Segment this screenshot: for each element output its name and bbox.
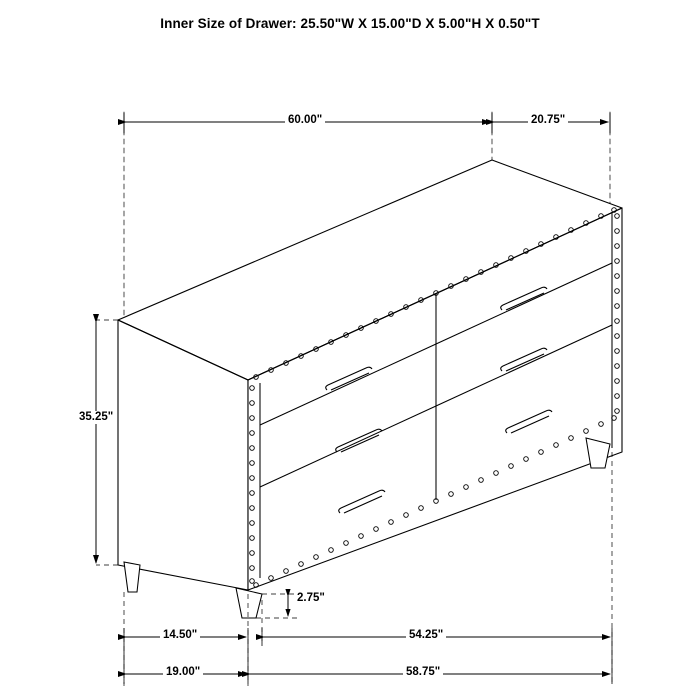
- dim-label-top-depth: 20.75": [528, 114, 568, 127]
- dim-label-overall-left: 19.00": [163, 666, 203, 679]
- dim-label-left-foot: 14.50": [160, 629, 200, 642]
- page-title: Inner Size of Drawer: 25.50"W X 15.00"D X 5.00"H X 0.50"T: [160, 16, 540, 31]
- dim-label-height: 35.25": [76, 411, 116, 424]
- dim-label-top-width: 60.00": [285, 114, 325, 127]
- dim-label-overall-front: 58.75": [403, 666, 443, 679]
- dim-label-leg-height: 2.75": [294, 592, 328, 605]
- dim-label-front-width: 54.25": [406, 629, 446, 642]
